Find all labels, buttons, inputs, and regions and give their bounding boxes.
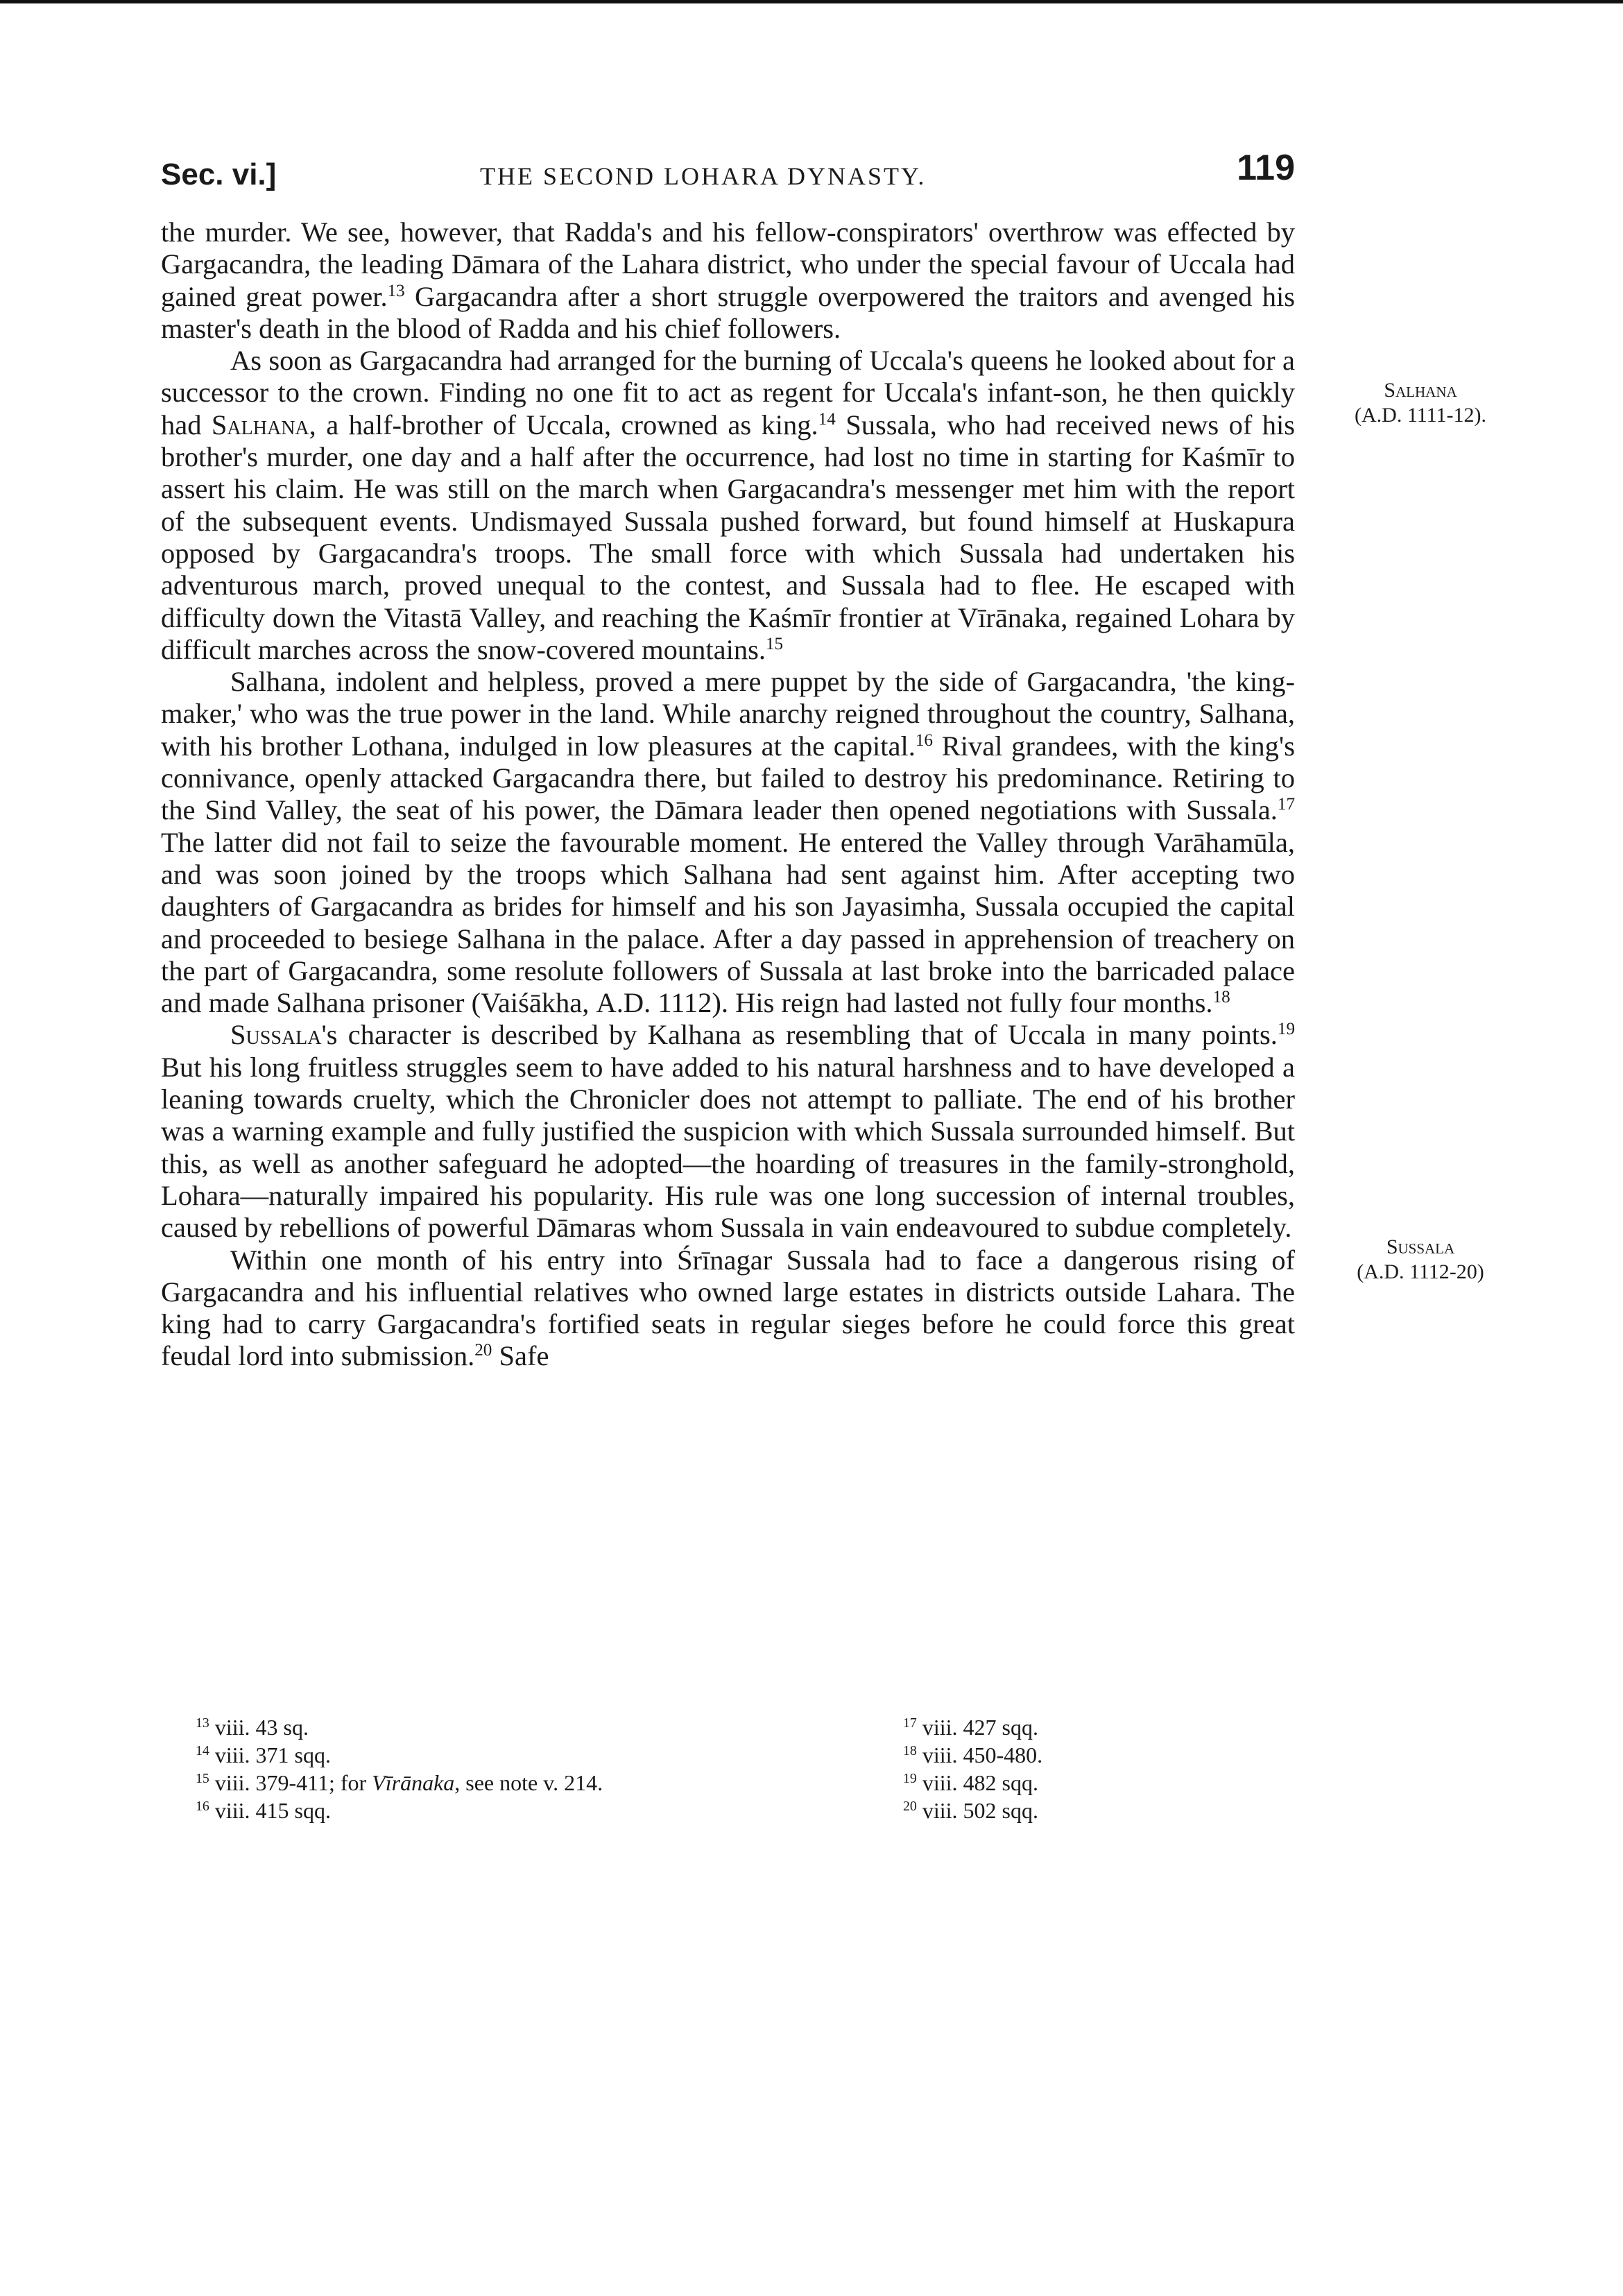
section-label: Sec. vi.]	[161, 157, 277, 191]
footnote-number: 14	[196, 1743, 209, 1759]
footnote-number: 19	[903, 1771, 917, 1787]
margin-note-name: Sussala	[1386, 1235, 1455, 1258]
margin-note-salhana	[1330, 378, 1511, 428]
footnote	[161, 1769, 730, 1797]
footnote-ref: 17	[1277, 795, 1295, 814]
footnote	[161, 1741, 730, 1769]
paragraph	[161, 666, 1295, 1019]
text: 1112). His reign had lasted not fully four months.	[651, 987, 1213, 1019]
footnote-number: 16	[196, 1799, 209, 1815]
text: , a half-brother of Uccala, crowned as king.	[309, 409, 818, 440]
footnote-text: viii. 379-411; for	[214, 1770, 372, 1795]
footnote-text: viii. 502 sqq.	[922, 1798, 1038, 1823]
margin-note-dates: (A.D. 1112-20)	[1357, 1260, 1484, 1283]
text: But his long fruitless struggles seem to have added to his natural harshness and to have developed a leaning towards cruelty, which the Chronicler does not attempt to palliate. The end of his brother was a warning example and fully justified the suspicion with which Sussala surrounded himself. But this, as well as another safeguard he adopted—the hoarding of treasures in the family-stronghold, Lohara—naturally impaired his popularity. His rule was one long succession of internal troubles, caused by rebellions of powerful Dāmaras whom Sussala in vain endeavoured to subdue completely.	[161, 1051, 1295, 1244]
text: Within one month of his entry into Śrīnagar Sussala had to face a dangerous rising of Gargacandra and his influential relatives who owned large estates in districts outside Lahara. The king had to carry Gargacandra's fortified seats in regular sieges before he could force this great feudal lord into submission.	[161, 1244, 1295, 1372]
footnotes-right-column	[903, 1713, 1291, 1824]
margin-note-name: Salhana	[1384, 379, 1457, 402]
text: Gargacandra after a short struggle overpowered the traitors and avenged his master's death in the blood of Radda and his chief followers.	[161, 280, 1295, 344]
text: the murder. We see, however, that Radda's and his fellow-conspirators' overthrow was effected by Gargacandra, the leading Dāmara of the Lahara district, who under the special favour of Uccala had gained great power.	[161, 216, 1295, 312]
page-number: 119	[1237, 148, 1295, 188]
text: As soon as Gargacandra had arranged for the burning of Uccala's queens he looked about for a successor to the crown. Finding no one fit to act as regent for Uccala's infant-son, he then quickly had	[161, 345, 1295, 440]
footnote-ref: 16	[915, 730, 933, 750]
footnote-text: viii. 427 sqq.	[922, 1715, 1038, 1740]
footnote-ref: 15	[766, 635, 784, 654]
footnote	[903, 1769, 1291, 1797]
footnote-text: viii. 450-480.	[922, 1742, 1043, 1767]
footnote-ref: 20	[474, 1341, 492, 1360]
footnote	[161, 1713, 730, 1741]
text: Sussala, who had received news of his brother's murder, one day and a half after the occurrence, had lost no time in starting for Kaśmīr to assert his claim. He was still on the march when Gargacandra's messenger met him with the report of the subsequent events. Undismayed Sussala pushed forward, but found himself at Huskapura opposed by Gargacandra's troops. The small force with which Sussala had undertaken his adventurous march, proved unequal to the contest, and Sussala had to flee. He escaped with difficulty down the Vitastā Valley, and reaching the Kaśmīr frontier at Vīrānaka, regained Lohara by difficult marches across the snow-covered mountains.	[161, 409, 1295, 665]
footnote	[903, 1741, 1291, 1769]
paragraph	[161, 1019, 1295, 1244]
paragraph	[161, 1244, 1295, 1373]
footnote-text: viii. 371 sqq.	[214, 1742, 331, 1767]
running-header	[161, 147, 1295, 196]
text: Salhana, indolent and helpless, proved a mere puppet by the side of Gargacandra, 'the king-maker,' who was the true power in the land. While anarchy reigned throughout the country, Salhana, with his brother Lothana, indulged in low pleasures at the capital.	[161, 666, 1295, 762]
footnote-number: 13	[196, 1715, 209, 1731]
footnote-text: viii. 482 sqq.	[922, 1770, 1038, 1795]
body-text	[161, 216, 1295, 1373]
paragraph	[161, 345, 1295, 666]
footnote-ref: 13	[387, 281, 405, 300]
running-title: THE SECOND LOHARA DYNASTY.	[480, 162, 927, 190]
footnote	[903, 1713, 1291, 1741]
text: 's character is described by Kalhana as resembling that of Uccala in many points.	[321, 1019, 1278, 1051]
footnote-italic: Vīrānaka	[372, 1770, 455, 1795]
footnote	[161, 1797, 730, 1824]
paragraph	[161, 216, 1295, 345]
footnote-text: , see note v. 214.	[454, 1770, 603, 1795]
footnote-number: 17	[903, 1715, 917, 1731]
margin-note-sussala	[1330, 1235, 1511, 1285]
margin-note-dates: (A.D. 1111-12).	[1355, 404, 1486, 427]
text: Rival grandees, with the king's connivance, openly attacked Gargacandra there, but failed to destroy his predominance. Retiring to the Sind Valley, the seat of his power, the Dāmara leader then opened negotiations with Sussala.	[161, 730, 1295, 826]
footnotes-left-column	[161, 1713, 730, 1824]
text: Safe	[492, 1340, 549, 1372]
text: The latter did not fail to seize the favourable moment. He entered the Valley through Varāhamūla, and was soon joined by the troops which Salhana had sent against him. After accepting two daughters of Gargacandra as brides for himself and his son Jayasimha, Sussala occupied the capital and proceeded to besiege Salhana in the palace. After a day passed in apprehension of treachery on the part of Gargacandra, some resolute followers of Sussala at last broke into the barricaded palace and made Salhana prisoner (Vaiśākha,	[161, 826, 1295, 1019]
footnote	[903, 1797, 1291, 1824]
footnote-ref: 14	[818, 409, 836, 429]
footnote-number: 18	[903, 1743, 917, 1759]
king-name: Salhana	[211, 409, 309, 440]
footnote-number: 15	[196, 1771, 209, 1787]
footnote-text: viii. 43 sq.	[214, 1715, 309, 1740]
footnote-ref: 18	[1212, 988, 1230, 1007]
era-abbrev: A.D.	[596, 987, 651, 1019]
king-name: Sussala	[230, 1019, 322, 1051]
footnote-ref: 19	[1277, 1020, 1295, 1039]
footnote-number: 20	[903, 1799, 917, 1815]
footnote-text: viii. 415 sqq.	[214, 1798, 331, 1823]
top-border	[0, 0, 1623, 3]
